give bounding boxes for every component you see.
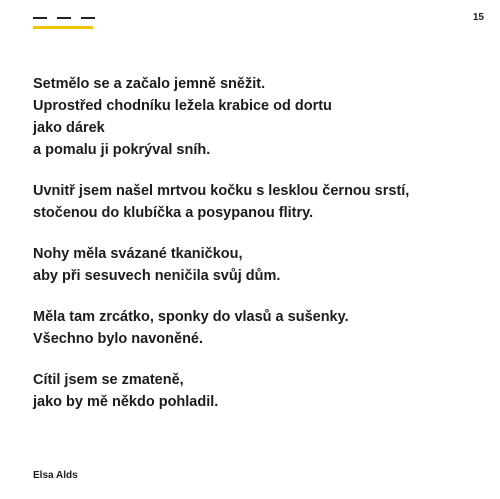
poem-body xyxy=(33,73,473,432)
poem-line: aby při sesuvech neničila svůj dům. xyxy=(33,268,281,284)
stanza xyxy=(33,73,473,161)
poem-line: Měla tam zrcátko, sponky do vlasů a sušenky. xyxy=(33,309,349,325)
poem-line: stočenou do klubíčka a posypanou flitry. xyxy=(33,205,314,221)
poem-line: a pomalu ji pokrýval sníh. xyxy=(33,142,211,158)
accent-bar xyxy=(33,26,93,29)
page-number: 15 xyxy=(472,12,484,23)
stanza xyxy=(33,243,473,287)
header-dashes xyxy=(33,17,95,19)
dash-decoration xyxy=(57,17,71,19)
poem-line: Všechno bylo navoněné. xyxy=(33,331,204,347)
dash-decoration xyxy=(81,17,95,19)
poem-line: Uvnitř jsem našel mrtvou kočku s lesklou černou srstí, xyxy=(33,183,410,199)
poem-line: Nohy měla svázané tkaničkou, xyxy=(33,246,243,262)
poem-line: Cítil jsem se zmateně, xyxy=(33,372,184,388)
poem-line: jako dárek xyxy=(33,120,105,136)
stanza xyxy=(33,180,473,224)
poem-line: Setmělo se a začalo jemně sněžit. xyxy=(33,76,266,92)
dash-decoration xyxy=(33,17,47,19)
stanza xyxy=(33,306,473,350)
poem-line: jako by mě někdo pohladil. xyxy=(33,394,219,410)
author-name: Elsa Alds xyxy=(33,470,78,481)
poem-line: Uprostřed chodníku ležela krabice od dortu xyxy=(33,98,332,114)
stanza xyxy=(33,369,473,413)
